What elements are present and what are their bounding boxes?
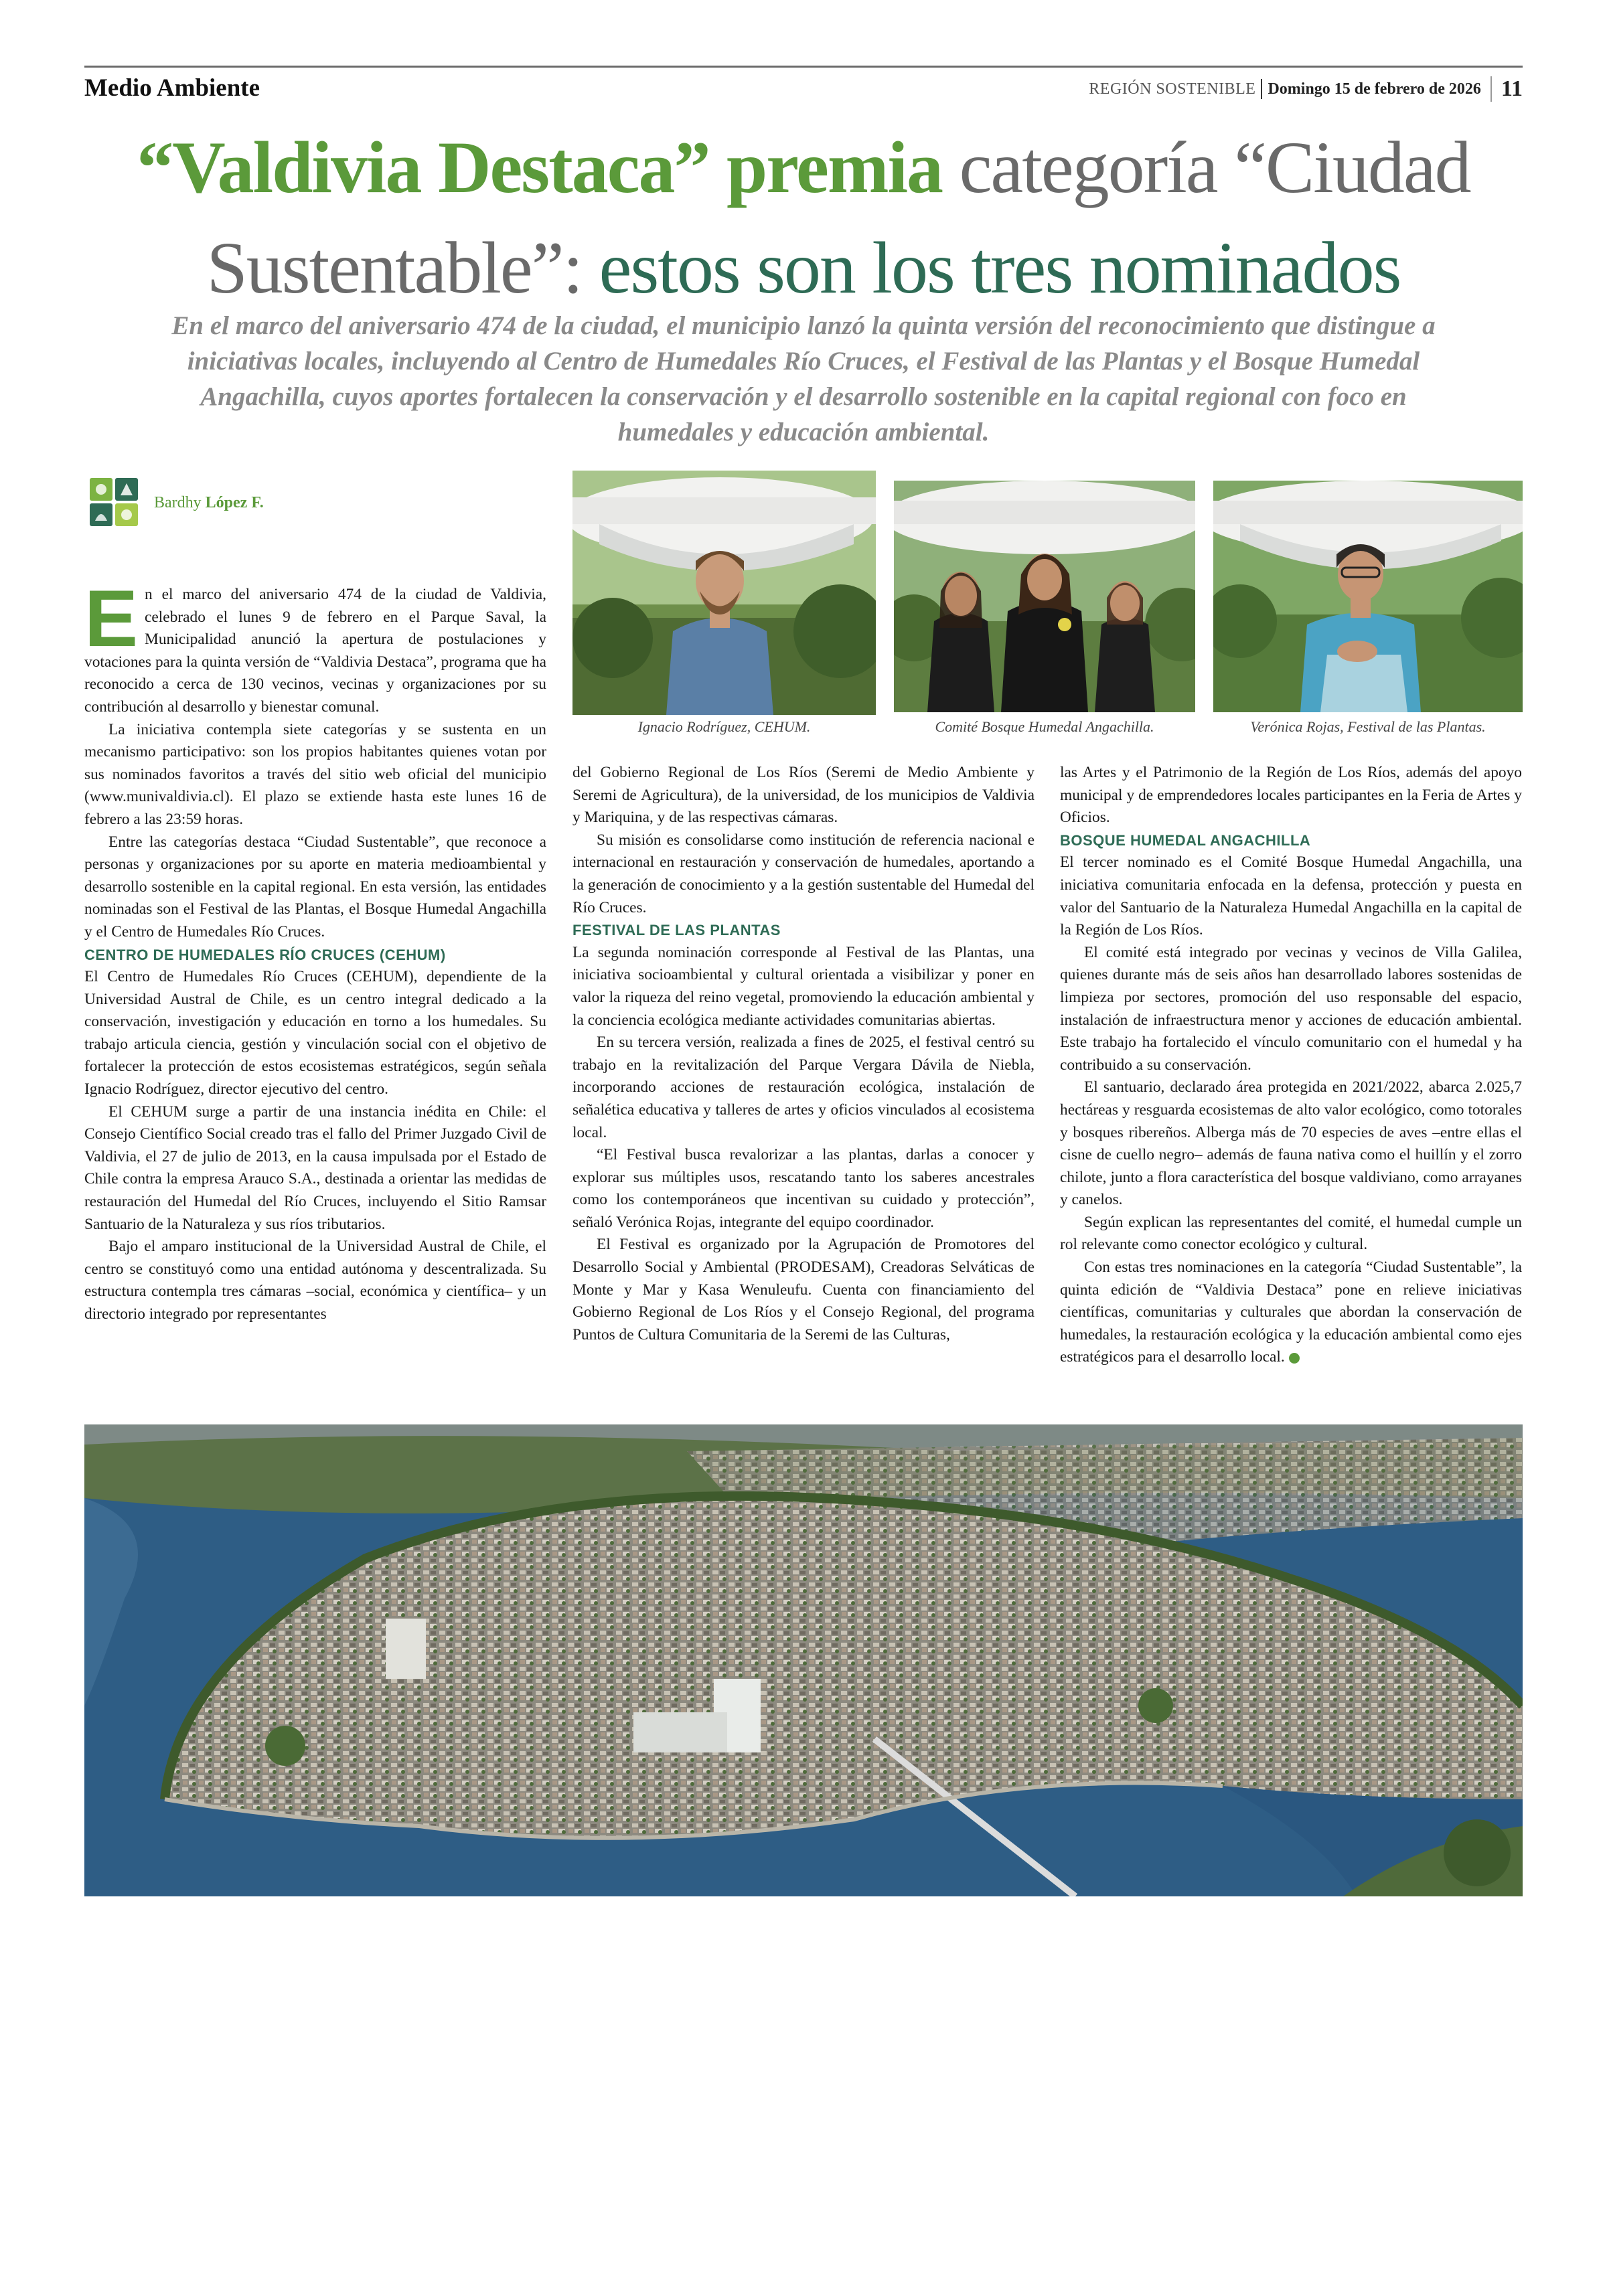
author-first-name: Bardhy xyxy=(154,494,202,511)
article-paragraph: El Festival es organizado por la Agrupación de Promotores del Desarrollo Social y Ambiental (PRODESAM), Creadoras Selváticas de Monte y Mar y Kasa Wenuleufu. Cuenta con financiamiento del Gobierno Regional de Los Ríos y el Consejo Regional, del programa Puntos de Cultura Comunitaria de la Seremi de las Culturas, xyxy=(572,1236,1035,1343)
subheading-cehum: CENTRO DE HUMEDALES RÍO CRUCES (CEHUM) xyxy=(84,946,446,963)
article-column-2 xyxy=(572,762,1035,1346)
header-divider xyxy=(1490,76,1492,102)
author-byline xyxy=(154,494,264,512)
issue-date: Domingo 15 de febrero de 2026 xyxy=(1268,80,1481,98)
photo-caption-2: Comité Bosque Humedal Angachilla. xyxy=(935,718,1154,735)
article-paragraph: las Artes y el Patrimonio de la Región de Los Ríos, además del apoyo municipal y de emprendedores locales participantes en la Feria de Artes y Oficios. xyxy=(1060,764,1522,827)
article-paragraph: La iniciativa contempla siete categorías y se sustenta en un mecanismo participativo: son los propios habitantes quienes votan por sus nominados favoritos a través del sitio web oficial del municipio (www.munivaldivia.cl). El plazo se extiende hasta este lunes 16 de febrero a las 23:59 horas. xyxy=(84,720,546,828)
photo-caption-3: Verónica Rojas, Festival de las Plantas. xyxy=(1250,718,1486,735)
page-header-info xyxy=(1089,76,1523,102)
article-paragraph: Según explican las representantes del comité, el humedal cumple un rol relevante como conector ecológico y cultural. xyxy=(1060,1213,1522,1254)
publication-name: REGIÓN SOSTENIBLE xyxy=(1089,80,1256,98)
headline-part-green: “Valdivia Destaca” premia xyxy=(137,127,943,208)
aerial-photo-valdivia xyxy=(84,1424,1523,1896)
article-paragraph: del Gobierno Regional de Los Ríos (Seremi de Medio Ambiente y Seremi de Agricultura), de la universidad, de los municipios de Valdivia y Mariquina, y de las respectivas cámaras. xyxy=(572,764,1035,827)
article-column-3 xyxy=(1060,762,1522,1369)
article-paragraph: El CEHUM surge a partir de una instancia inédita en Chile: el Consejo Científico Social creado tras el fallo del Primer Juzgado Civil de Valdivia, el 27 de julio de 2013, en la causa impulsada por el Estado de Chile contra la empresa Arauco S.A., destinada a orientar las medidas de restauración del Humedal del Río Cruces, incluyendo el Sitio Ramsar Santuario de la Naturaleza y sus ríos tributarios. xyxy=(84,1102,546,1233)
article-paragraph xyxy=(84,574,546,719)
article-paragraph: El comité está integrado por vecinas y vecinos de Villa Galilea, quienes durante más de seis años han desarrollado labores sostenidas de limpieza por sectores, promoción del uso responsable del espacio, instalación de infraestructura menor y acciones de educación ambiental. Este trabajo ha fortalecido el vínculo comunitario con el humedal y ha contribuido a su conservación. xyxy=(1060,943,1522,1074)
article-paragraph: Su misión es consolidarse como institución de referencia nacional e internacional en restauración y conservación de humedales, aportando a la generación de conocimiento y a la gestión sustentable del Humedal del Río Cruces. xyxy=(572,831,1035,916)
headline-part-gray: categoría “Ciudad Sustentable” xyxy=(206,127,1470,309)
author-logo-icon xyxy=(88,477,141,529)
author-last-name: López F. xyxy=(205,494,264,511)
subheading-festival: FESTIVAL DE LAS PLANTAS xyxy=(572,922,781,939)
header-divider xyxy=(1261,79,1262,99)
paragraph-text: n el marco del aniversario 474 de la ciudad de Valdivia, celebrado el lunes 9 de febrero en el Parque Saval, la Municipalidad anunció la apertura de postulaciones y votaciones para la quinta versión de “Valdivia Destaca”, programa que ha reconocido a cerca de 130 vecinos, vecinas y organizaciones por su contribución al desarrollo y bienestar comunal. xyxy=(84,586,546,716)
headline-part-teal: estos son los tres nominados xyxy=(599,227,1401,309)
photo-caption-1: Ignacio Rodríguez, CEHUM. xyxy=(637,718,811,735)
headline xyxy=(94,117,1513,318)
article-column-1 xyxy=(84,574,546,1326)
article-paragraph: En su tercera versión, realizada a fines de 2025, el festival centró su trabajo en la revitalización del Parque Vergara Dávila de Niebla, incorporando acciones de restauración ecológica, instalación de señalética educativa y talleres de artes y oficios vinculados al ecosistema local. xyxy=(572,1034,1035,1141)
paragraph-text: Con estas tres nominaciones en la categoría “Ciudad Sustentable”, la quinta edición de “Valdivia Destaca” pone en relieve iniciativas científicas, comunitarias y culturales que abordan la conservación de humedales, la restauración ecológica y la educación ambiental como ejes estratégicos para el desarrollo local. xyxy=(1060,1258,1522,1366)
deck-summary: En el marco del aniversario 474 de la ciudad, el municipio lanzó la quinta versión del reconocimiento que distingue a iniciativas locales, incluyendo al Centro de Humedales Río Cruces, el Festival de las Plantas y el Bosque Humedal Angachilla, cuyos aportes fortalecen la conservación y el desarrollo sostenible en la capital regional con foco en humedales y educación ambiental. xyxy=(171,311,1436,446)
photo-veronica-rojas xyxy=(1213,481,1523,712)
page-number: 11 xyxy=(1501,76,1523,101)
article-paragraph: Bajo el amparo institucional de la Universidad Austral de Chile, el centro se constituyó como una entidad autónoma y descentralizada. Su estructura contempla tres cámaras –social, económica y científica– y un directorio integrado por representantes xyxy=(84,1238,546,1323)
headline-colon: : xyxy=(562,227,599,309)
article-paragraph: Entre las categorías destaca “Ciudad Sustentable”, que reconoce a personas y organizaciones por su aporte en materia medioambiental y desarrollo sostenible en la capital regional. En esta versión, las entidades nominadas son el Festival de las Plantas, el Bosque Humedal Angachilla y el Centro de Humedales Río Cruces. xyxy=(84,833,546,940)
subheading-angachilla: BOSQUE HUMEDAL ANGACHILLA xyxy=(1060,831,1311,849)
article-paragraph: “El Festival busca revalorizar a las plantas, darlas a conocer y explorar sus múltiples usos, rescatando tanto los saberes ancestrales como los contemporáneos que incentivan su cuidado y protección”, señaló Verónica Rojas, integrante del equipo coordinador. xyxy=(572,1146,1035,1231)
article-paragraph xyxy=(1060,1256,1522,1369)
end-mark-icon xyxy=(1289,1353,1300,1364)
header-rule xyxy=(84,66,1523,68)
photo-comite-angachilla xyxy=(894,481,1195,712)
article-paragraph: El Centro de Humedales Río Cruces (CEHUM), dependiente de la Universidad Austral de Chile, es un centro integral dedicado a la conservación, investigación y educación en torno a los humedales. Su trabajo articula ciencia, gestión y vinculación social con el objetivo de fortalecer la protección de estos ecosistemas estratégicos, según señala Ignacio Rodríguez, director ejecutivo del centro. xyxy=(84,968,546,1098)
drop-cap: E xyxy=(84,574,139,663)
photo-ignacio-rodriguez xyxy=(572,471,876,715)
article-paragraph: El santuario, declarado área protegida en 2021/2022, abarca 2.025,7 hectáreas y resguarda ecosistemas de alto valor ecológico, como totorales y bosques ribereños. Alberga más de 70 especies de aves –entre ellas el cisne de cuello negro– además de fauna nativa como el huillín y el zorro chilote, junto a flora característica del bosque valdiviano, como arrayanes y canelos. xyxy=(1060,1078,1522,1209)
section-label: Medio Ambiente xyxy=(84,74,260,102)
article-paragraph: La segunda nominación corresponde al Festival de las Plantas, una iniciativa socioambiental y cultural orientada a visibilizar y poner en valor la riqueza del reino vegetal, promoviendo la educación ambiental y la conciencia ecológica mediante actividades comunitarias abiertas. xyxy=(572,943,1035,1029)
article-paragraph: El tercer nominado es el Comité Bosque Humedal Angachilla, una iniciativa comunitaria enfocada en la defensa, protección y puesta en valor del Santuario de la Naturaleza Humedal Angachilla en la capital de la Región de Los Ríos. xyxy=(1060,853,1522,939)
